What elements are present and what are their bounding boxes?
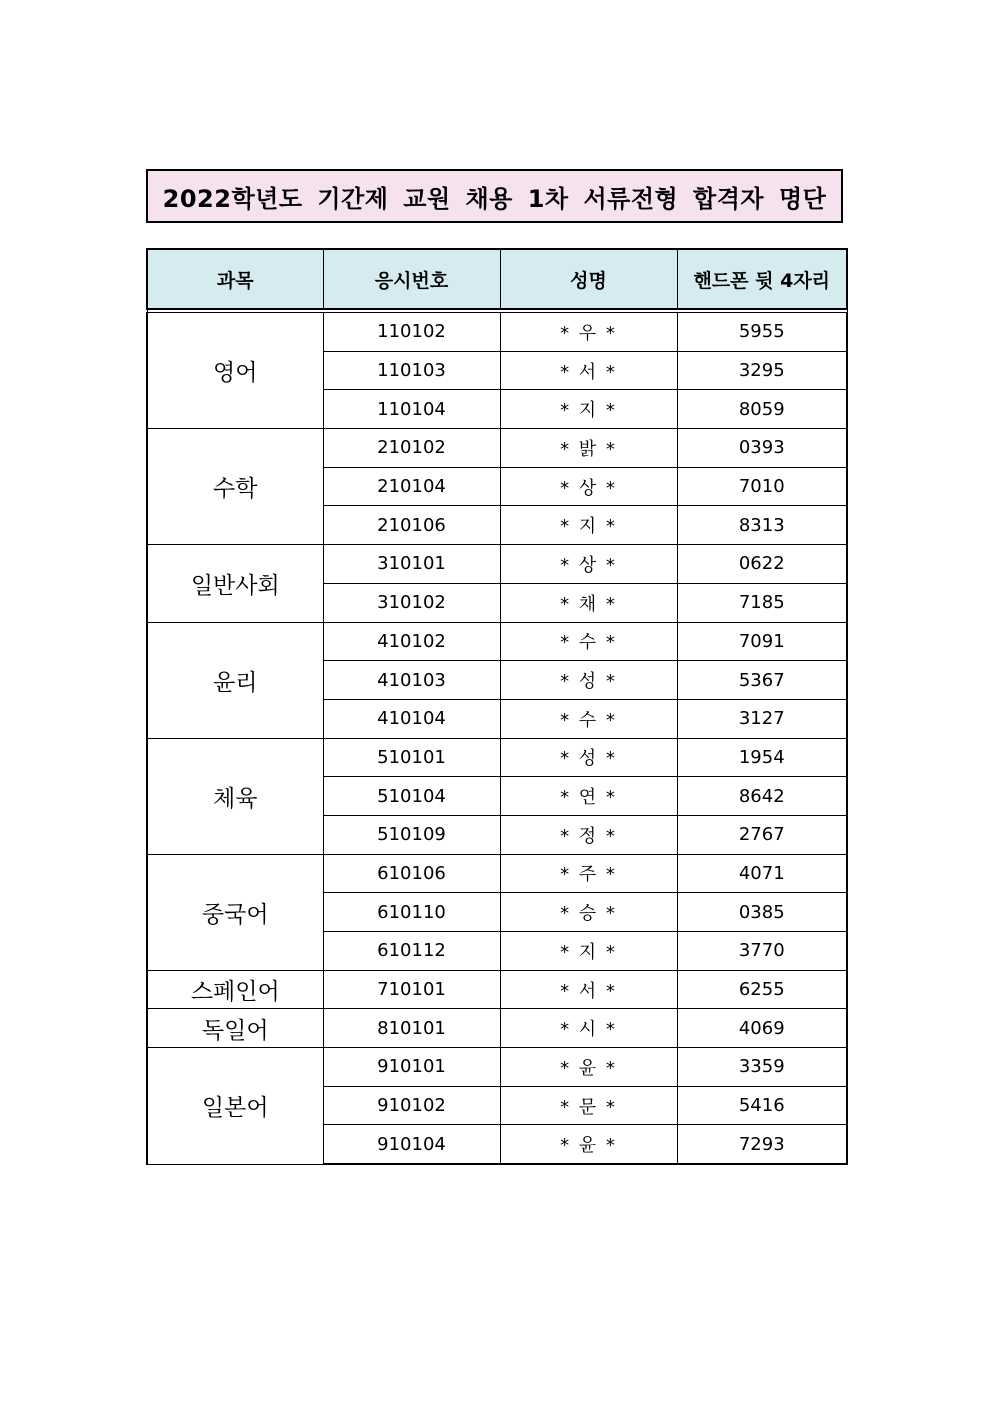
phone-last4-cell: 8642 bbox=[677, 777, 847, 816]
subject-cell: 스페인어 bbox=[147, 970, 323, 1009]
name-cell: * 채 * bbox=[500, 583, 677, 622]
name-cell: * 수 * bbox=[500, 699, 677, 738]
exam-number-cell: 910101 bbox=[323, 1048, 500, 1087]
name-cell: * 성 * bbox=[500, 738, 677, 777]
name-cell: * 윤 * bbox=[500, 1048, 677, 1087]
phone-last4-cell: 7185 bbox=[677, 583, 847, 622]
subject-cell: 독일어 bbox=[147, 1009, 323, 1048]
name-cell: * 지 * bbox=[500, 390, 677, 429]
phone-last4-cell: 1954 bbox=[677, 738, 847, 777]
subject-cell: 윤리 bbox=[147, 622, 323, 738]
phone-last4-cell: 5955 bbox=[677, 313, 847, 352]
exam-number-cell: 410104 bbox=[323, 699, 500, 738]
table-row bbox=[147, 313, 847, 352]
exam-number-cell: 610112 bbox=[323, 932, 500, 971]
phone-last4-cell: 6255 bbox=[677, 970, 847, 1009]
header-name: 성명 bbox=[500, 249, 677, 309]
header-subject: 과목 bbox=[147, 249, 323, 309]
phone-last4-cell: 8313 bbox=[677, 506, 847, 545]
subject-cell: 중국어 bbox=[147, 854, 323, 970]
exam-number-cell: 210102 bbox=[323, 429, 500, 468]
exam-number-cell: 510104 bbox=[323, 777, 500, 816]
subject-cell: 일반사회 bbox=[147, 545, 323, 622]
exam-number-cell: 110104 bbox=[323, 390, 500, 429]
table-row bbox=[147, 622, 847, 661]
exam-number-cell: 310101 bbox=[323, 545, 500, 584]
phone-last4-cell: 7091 bbox=[677, 622, 847, 661]
subject-cell: 체육 bbox=[147, 738, 323, 854]
table-row bbox=[147, 1048, 847, 1087]
phone-last4-cell: 7010 bbox=[677, 467, 847, 506]
exam-number-cell: 610106 bbox=[323, 854, 500, 893]
exam-number-cell: 410103 bbox=[323, 661, 500, 700]
subject-cell: 일본어 bbox=[147, 1048, 323, 1165]
name-cell: * 상 * bbox=[500, 467, 677, 506]
phone-last4-cell: 3770 bbox=[677, 932, 847, 971]
name-cell: * 성 * bbox=[500, 661, 677, 700]
table-body bbox=[147, 313, 847, 1165]
name-cell: * 정 * bbox=[500, 815, 677, 854]
phone-last4-cell: 7293 bbox=[677, 1125, 847, 1164]
name-cell: * 윤 * bbox=[500, 1125, 677, 1164]
header-exam-number: 응시번호 bbox=[323, 249, 500, 309]
header-row bbox=[147, 249, 847, 309]
exam-number-cell: 210104 bbox=[323, 467, 500, 506]
phone-last4-cell: 8059 bbox=[677, 390, 847, 429]
name-cell: * 시 * bbox=[500, 1009, 677, 1048]
table-row bbox=[147, 429, 847, 468]
phone-last4-cell: 0622 bbox=[677, 545, 847, 584]
table-header bbox=[147, 249, 847, 309]
exam-number-cell: 510109 bbox=[323, 815, 500, 854]
table-row bbox=[147, 854, 847, 893]
header-phone-last4: 핸드폰 뒷 4자리 bbox=[677, 249, 847, 309]
phone-last4-cell: 5367 bbox=[677, 661, 847, 700]
name-cell: * 상 * bbox=[500, 545, 677, 584]
phone-last4-cell: 3295 bbox=[677, 351, 847, 390]
table-row bbox=[147, 738, 847, 777]
phone-last4-cell: 5416 bbox=[677, 1086, 847, 1125]
name-cell: * 승 * bbox=[500, 893, 677, 932]
name-cell: * 서 * bbox=[500, 351, 677, 390]
phone-last4-cell: 3127 bbox=[677, 699, 847, 738]
name-cell: * 지 * bbox=[500, 932, 677, 971]
table-row bbox=[147, 1009, 847, 1048]
exam-number-cell: 110103 bbox=[323, 351, 500, 390]
exam-number-cell: 310102 bbox=[323, 583, 500, 622]
name-cell: * 우 * bbox=[500, 313, 677, 352]
exam-number-cell: 910104 bbox=[323, 1125, 500, 1164]
exam-number-cell: 910102 bbox=[323, 1086, 500, 1125]
phone-last4-cell: 0385 bbox=[677, 893, 847, 932]
results-table bbox=[146, 248, 848, 1165]
document-title: 2022학년도 기간제 교원 채용 1차 서류전형 합격자 명단 bbox=[146, 169, 843, 223]
subject-cell: 영어 bbox=[147, 313, 323, 429]
phone-last4-cell: 2767 bbox=[677, 815, 847, 854]
table-row bbox=[147, 545, 847, 584]
exam-number-cell: 510101 bbox=[323, 738, 500, 777]
exam-number-cell: 710101 bbox=[323, 970, 500, 1009]
name-cell: * 밝 * bbox=[500, 429, 677, 468]
name-cell: * 지 * bbox=[500, 506, 677, 545]
exam-number-cell: 110102 bbox=[323, 313, 500, 352]
name-cell: * 연 * bbox=[500, 777, 677, 816]
subject-cell: 수학 bbox=[147, 429, 323, 545]
phone-last4-cell: 4071 bbox=[677, 854, 847, 893]
exam-number-cell: 610110 bbox=[323, 893, 500, 932]
exam-number-cell: 210106 bbox=[323, 506, 500, 545]
name-cell: * 주 * bbox=[500, 854, 677, 893]
phone-last4-cell: 0393 bbox=[677, 429, 847, 468]
table-row bbox=[147, 970, 847, 1009]
exam-number-cell: 410102 bbox=[323, 622, 500, 661]
phone-last4-cell: 3359 bbox=[677, 1048, 847, 1087]
phone-last4-cell: 4069 bbox=[677, 1009, 847, 1048]
name-cell: * 문 * bbox=[500, 1086, 677, 1125]
exam-number-cell: 810101 bbox=[323, 1009, 500, 1048]
name-cell: * 서 * bbox=[500, 970, 677, 1009]
name-cell: * 수 * bbox=[500, 622, 677, 661]
